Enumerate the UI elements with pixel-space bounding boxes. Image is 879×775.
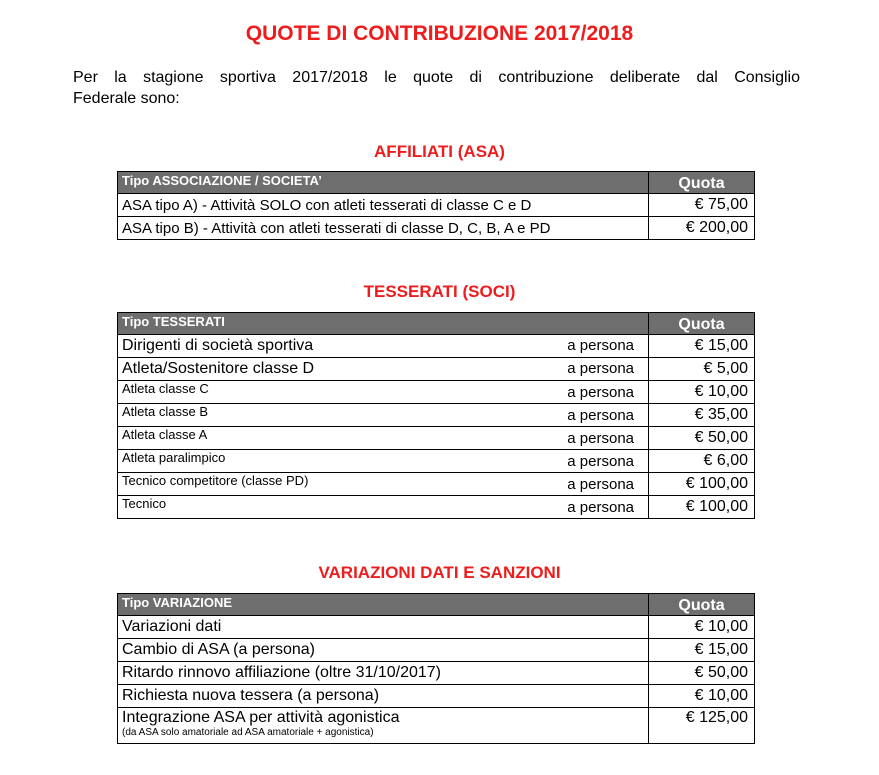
table-row xyxy=(118,194,755,217)
intro-line-2: Federale sono: xyxy=(73,90,180,107)
table-row xyxy=(118,450,755,473)
page-title: QUOTE DI CONTRIBUZIONE 2017/2018 xyxy=(245,22,634,45)
row-unit: a persona xyxy=(567,476,634,493)
table-header-row xyxy=(118,594,755,616)
column-header-amount: Quota xyxy=(649,594,755,616)
row-description: Atleta/Sostenitore classe D xyxy=(122,360,315,377)
row-unit: a persona xyxy=(567,337,634,354)
table-header-row xyxy=(118,313,755,335)
table-row xyxy=(118,496,755,519)
row-unit: a persona xyxy=(567,384,634,401)
row-amount: € 6,00 xyxy=(649,450,755,473)
row-amount: € 35,00 xyxy=(649,404,755,427)
row-amount: € 75,00 xyxy=(649,194,755,217)
row-amount: € 50,00 xyxy=(649,427,755,450)
table-row xyxy=(118,381,755,404)
row-description: Ritardo rinnovo affiliazione (oltre 31/10/2017) xyxy=(118,662,649,685)
table-row xyxy=(118,685,755,708)
row-description: Tecnico xyxy=(122,496,167,511)
row-amount: € 50,00 xyxy=(649,662,755,685)
affiliati-table xyxy=(117,171,755,240)
intro-paragraph xyxy=(73,67,800,109)
row-amount: € 100,00 xyxy=(649,473,755,496)
table-row xyxy=(118,427,755,450)
table-row xyxy=(118,358,755,381)
row-amount: € 10,00 xyxy=(649,685,755,708)
table-header-row xyxy=(118,172,755,194)
row-description: ASA tipo B) - Attività con atleti tesserati di classe D, C, B, A e PD xyxy=(118,217,649,240)
row-amount: € 100,00 xyxy=(649,496,755,519)
table-row xyxy=(118,639,755,662)
row-description: Tecnico competitore (classe PD) xyxy=(122,473,309,488)
variazioni-table xyxy=(117,593,755,744)
row-description: Dirigenti di società sportiva xyxy=(122,337,314,354)
row-note: (da ASA solo amatoriale ad ASA amatoriale + agonistica) xyxy=(122,727,374,738)
table-row xyxy=(118,335,755,358)
row-amount: € 10,00 xyxy=(649,616,755,639)
row-amount: € 15,00 xyxy=(649,639,755,662)
row-description: Atleta classe A xyxy=(122,427,208,442)
row-unit: a persona xyxy=(567,407,634,424)
row-amount: € 15,00 xyxy=(649,335,755,358)
table-row xyxy=(118,616,755,639)
column-header-type: Tipo ASSOCIAZIONE / SOCIETA’ xyxy=(118,172,649,194)
table-row xyxy=(118,662,755,685)
row-unit: a persona xyxy=(567,499,634,516)
row-unit: a persona xyxy=(567,430,634,447)
row-description: Richiesta nuova tessera (a persona) xyxy=(118,685,649,708)
row-description: Atleta paralimpico xyxy=(122,450,226,465)
row-amount: € 125,00 xyxy=(649,708,755,744)
table-row xyxy=(118,404,755,427)
row-description: Atleta classe B xyxy=(122,404,208,419)
row-amount: € 10,00 xyxy=(649,381,755,404)
row-description: ASA tipo A) - Attività SOLO con atleti tesserati di classe C e D xyxy=(118,194,649,217)
tesserati-title: TESSERATI (SOCI) xyxy=(363,282,516,301)
row-description: Cambio di ASA (a persona) xyxy=(118,639,649,662)
column-header-type: Tipo VARIAZIONE xyxy=(118,594,649,616)
table-row xyxy=(118,708,755,744)
column-header-amount: Quota xyxy=(649,172,755,194)
tesserati-table xyxy=(117,312,755,519)
row-unit: a persona xyxy=(567,360,634,377)
intro-line-1: Per la stagione sportiva 2017/2018 le quote di contribuzione deliberate dal Consiglio xyxy=(73,69,800,86)
table-row xyxy=(118,217,755,240)
column-header-amount: Quota xyxy=(649,313,755,335)
row-description: Variazioni dati xyxy=(118,616,649,639)
variazioni-title: VARIAZIONI DATI E SANZIONI xyxy=(318,563,561,582)
row-description: Integrazione ASA per attività agonistica xyxy=(122,709,400,726)
row-amount: € 5,00 xyxy=(649,358,755,381)
row-unit: a persona xyxy=(567,453,634,470)
affiliati-title: AFFILIATI (ASA) xyxy=(374,142,505,161)
table-row xyxy=(118,473,755,496)
column-header-type: Tipo TESSERATI xyxy=(118,313,649,335)
row-description: Atleta classe C xyxy=(122,381,209,396)
row-amount: € 200,00 xyxy=(649,217,755,240)
